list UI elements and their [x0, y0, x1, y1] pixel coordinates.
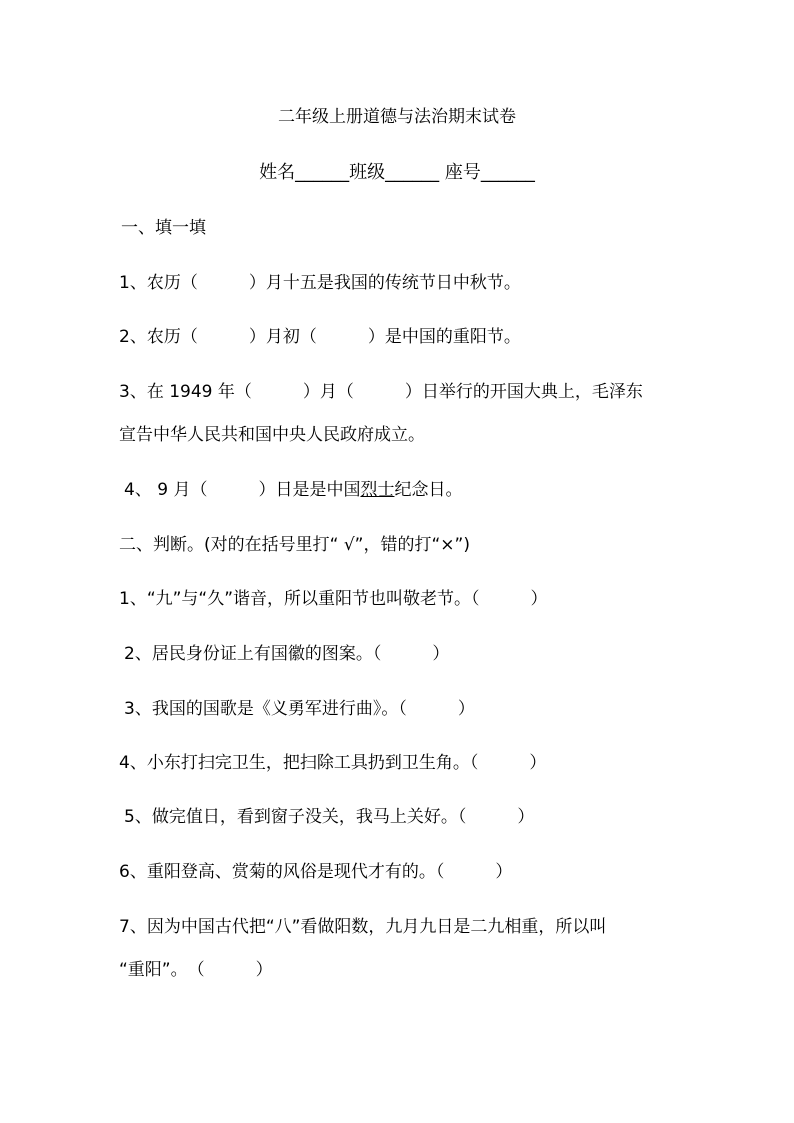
fill-question-1: 1、农历（ ）月十五是我国的传统节日中秋节。 [119, 273, 521, 293]
judge-question-2: 2、居民身份证上有国徽的图案。（ ） [124, 644, 450, 664]
judge-question-1: 1、“九”与“久”谐音，所以重阳节也叫敬老节。（ ） [119, 589, 548, 609]
fill-question-4-suffix: 纪念日。 [394, 480, 463, 500]
fill-question-3-line1: 3、在 1949 年（ ）月（ ）日举行的开国大典上，毛泽东 [119, 382, 643, 402]
fill-question-4 [124, 479, 462, 501]
section2-heading: 二、判断。(对的在括号里打“ √”，错的打“×”) [119, 535, 470, 555]
judge-question-4: 4、小东打扫完卫生，把扫除工具扔到卫生角。（ ） [119, 753, 547, 773]
judge-question-7-line1: 7、因为中国古代把“八”看做阳数，九月九日是二九相重，所以叫 [119, 917, 607, 937]
judge-question-7-line2: “重阳”。 （ ） [119, 960, 273, 980]
section1-heading: 一、填一填 [121, 218, 206, 238]
fill-question-4-underlined: 烈士 [360, 480, 395, 500]
judge-question-6: 6、重阳登高、赏菊的风俗是现代才有的。（ ） [119, 862, 513, 882]
fill-question-4-prefix: 4、 9 月（ ）日是是中国 [124, 480, 361, 500]
fill-question-3-line2: 宣告中华人民共和国中央人民政府成立。 [119, 425, 425, 445]
student-info-line: 姓名______班级______ 座号______ [259, 162, 535, 183]
judge-question-5: 5、做完值日，看到窗子没关，我马上关好。（ ） [124, 807, 535, 827]
judge-question-3: 3、我国的国歌是《义勇军进行曲》。（ ） [124, 699, 475, 719]
page-title: 二年级上册道德与法治期末试卷 [278, 107, 516, 127]
fill-question-2: 2、农历（ ）月初（ ）是中国的重阳节。 [119, 327, 521, 347]
